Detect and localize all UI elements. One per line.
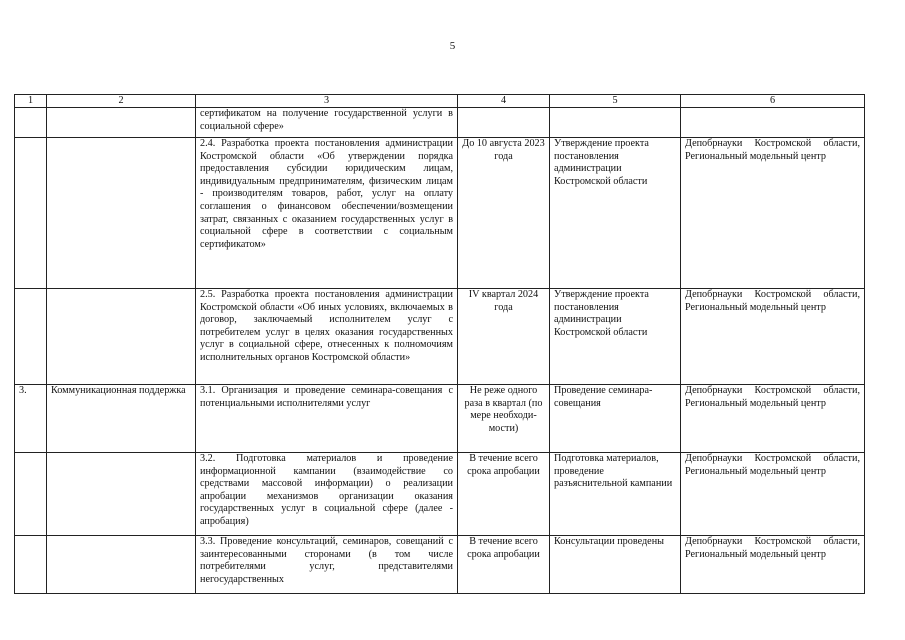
row-name — [47, 536, 196, 594]
column-header: 3 — [196, 95, 458, 108]
row-responsible: Депобрнауки Костромской области, Региональный модельный центр — [681, 385, 865, 453]
row-number — [15, 289, 47, 385]
table-header-row — [15, 95, 865, 108]
table-row — [15, 536, 865, 594]
row-result: Проведение семинара-совещания — [550, 385, 681, 453]
row-name: Коммуникационная поддержка — [47, 385, 196, 453]
row-name — [47, 289, 196, 385]
row-number — [15, 536, 47, 594]
column-header: 2 — [47, 95, 196, 108]
row-number — [15, 138, 47, 289]
row-responsible: Депобрнауки Костромской области, Региональный модельный центр — [681, 138, 865, 289]
table-row — [15, 385, 865, 453]
row-number — [15, 108, 47, 138]
row-responsible: Депобрнауки Костромской области, Региональный модельный центр — [681, 289, 865, 385]
table-row — [15, 453, 865, 536]
row-term — [458, 108, 550, 138]
row-task: 2.5. Разработка проекта постановления администрации Костромской области «Об иных условиях, включаемых в договор, заключаемый исполнителем услуг с потребителем услуг в целях оказания государственных услуг в социальной сфере, отнесенных к полномочиям исполнительных органов Костромской области» — [196, 289, 458, 385]
row-result — [550, 108, 681, 138]
column-header: 1 — [15, 95, 47, 108]
row-name — [47, 138, 196, 289]
table-row — [15, 108, 865, 138]
row-number — [15, 453, 47, 536]
column-header: 5 — [550, 95, 681, 108]
column-header: 6 — [681, 95, 865, 108]
row-task: 3.3. Проведение консультаций, семинаров, совещаний с заинтересованными сторонами (в том числе потребителями услуг, представителями негосударственных — [196, 536, 458, 594]
row-responsible: Депобрнауки Костромской области, Региональный модельный центр — [681, 536, 865, 594]
plan-table — [14, 94, 865, 594]
row-term: Не реже одного раза в квартал (по мере необходи-мости) — [458, 385, 550, 453]
row-term: IV квартал 2024 года — [458, 289, 550, 385]
row-name — [47, 453, 196, 536]
column-header: 4 — [458, 95, 550, 108]
row-term: В течение всего срока апробации — [458, 536, 550, 594]
table-row — [15, 289, 865, 385]
row-number: 3. — [15, 385, 47, 453]
row-task: 2.4. Разработка проекта постановления администрации Костромской области «Об утверждении порядка предоставления субсидии юридическим лицам, индивидуальным предпринимателям, физическим лицам - производителям товаров, работ, услуг на оплату соглашения о финансовом обеспечении/возмещении затрат, связанных с оказанием государственных услуг в социальной сфере в соответствии с социальным сертификатом» — [196, 138, 458, 289]
row-result: Утверждение проекта постановления администрации Костромской области — [550, 289, 681, 385]
row-name — [47, 108, 196, 138]
row-term: В течение всего срока апробации — [458, 453, 550, 536]
row-task: сертификатом на получение государственной услуги в социальной сфере» — [196, 108, 458, 138]
row-term: До 10 августа 2023 года — [458, 138, 550, 289]
row-result: Подготовка материалов, проведение разъяснительной кампании — [550, 453, 681, 536]
row-responsible — [681, 108, 865, 138]
row-result: Консультации проведены — [550, 536, 681, 594]
table-row — [15, 138, 865, 289]
row-responsible: Депобрнауки Костромской области, Региональный модельный центр — [681, 453, 865, 536]
row-result: Утверждение проекта постановления администрации Костромской области — [550, 138, 681, 289]
row-task: 3.1. Организация и проведение семинара-совещания с потенциальными исполнителями услуг — [196, 385, 458, 453]
row-task: 3.2. Подготовка материалов и проведение информационной кампании (взаимодействие со средствами массовой информации) о реализации апробации механизмов организации оказания государственных услуг в социальной сфере (далее - апробация) — [196, 453, 458, 536]
page-number: 5 — [449, 40, 456, 52]
